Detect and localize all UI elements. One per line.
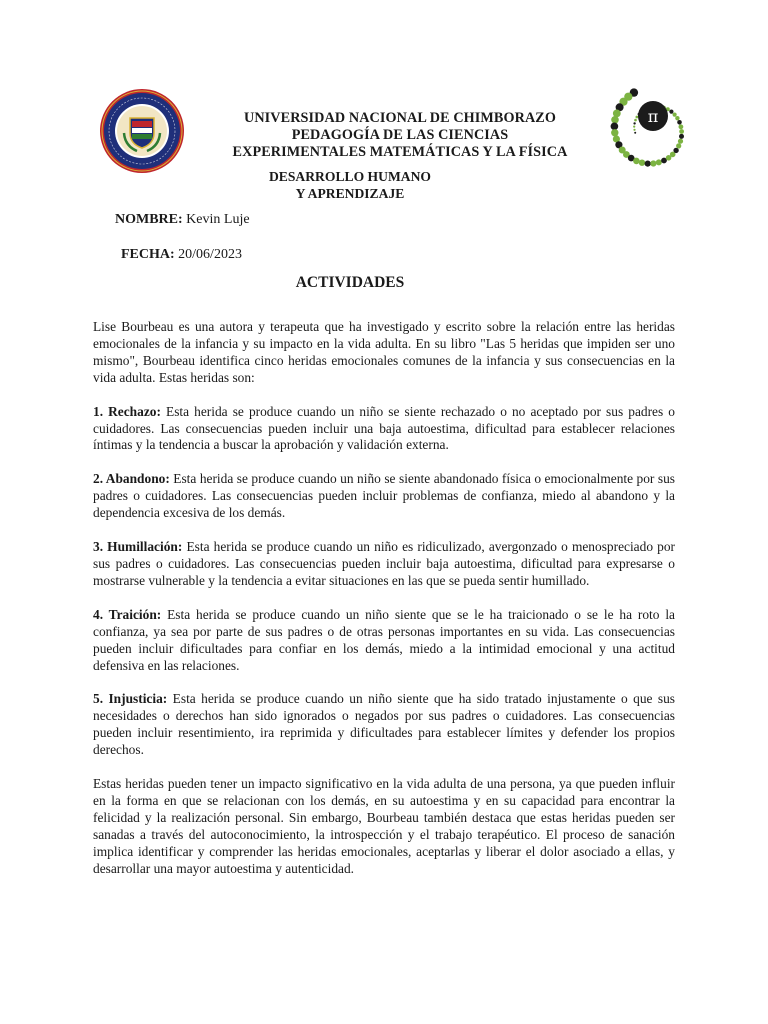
section-title: ACTIVIDADES [295,274,405,291]
spiral-dot [639,160,645,166]
spiral-dot [633,158,640,165]
wound-paragraph [93,607,675,675]
spiral-dot [634,119,637,122]
course-line-1: DESARROLLO HUMANO [268,169,431,184]
spiral-dot [650,160,656,166]
spiral-dot [669,110,673,114]
course-line-2: Y APRENDIZAJE [295,185,405,201]
spiral-dot [673,148,678,153]
spiral-dot [656,159,662,165]
date-field [121,247,242,263]
name-label: NOMBRE: [115,212,183,227]
wound-title: 2. Abandono: [93,471,170,487]
conclusion-paragraph: Estas heridas pueden tener un impacto significativo en la vida adulta de una persona, ya que pueden influir en la forma en que se relacionan con los demás, en su autoestima y en su capacidad para encontrar la felicidad y la realización personal. Sin embargo, Bourbeau también destaca que estas heridas pueden ser sanadas a través del autoconocimiento, la introspección y el trabajo terapéutico. El proceso de sanación implica identificar y comprender las heridas emocionales, aceptarlas y liberar el dolor asociado a ellas, y desarrollar una mayor autoestima y autenticidad. [93,776,675,876]
wound-paragraph [93,471,675,522]
date-label: FECHA: [121,247,175,262]
spiral-dot [636,116,639,119]
wound-title: 1. Rechazo: [93,403,161,419]
wound-paragraph [93,404,675,455]
wound-text: Esta herida se produce cuando un niño siente que ha sido tratado injustamente o que sus necesidades o derechos han sido ignorados o negados por sus padres o cuidadores. Las consecuencias pueden incluir resentimiento, ira reprimida y dificultades para establecer límites y defender los propios derechos. [93,691,675,758]
university-name: UNIVERSIDAD NACIONAL DE CHIMBORAZO [243,110,556,126]
spiral-dot [675,116,679,120]
faculty-line-2: EXPERIMENTALES MATEMÁTICAS Y LA FÍSICA [232,144,568,160]
spiral-dot [676,143,681,148]
wound-title: 3. Humillación: [93,539,183,555]
date-value: 20/06/2023 [174,247,242,262]
spiral-dot [678,139,683,144]
spiral-dot [633,122,635,124]
spiral-dot [673,113,677,117]
wound-text: Esta herida se produce cuando un niño siente que se le ha traicionado o se le ha roto la confianza, ya sea por parte de sus padres o de otras personas importantes en su vida. Las consecuencias pueden incluir dificultades para confiar en los demás, miedo a la intimidad emocional y una actitud defensiva en las relaciones. [93,606,675,673]
spiral-dot [611,129,618,136]
spiral-dot [677,120,682,125]
faculty-line-1: PEDAGOGÍA DE LAS CIENCIAS [291,127,509,143]
spiral-dot [611,116,619,124]
spiral-dot [611,123,619,131]
name-value: Kevin Luje [182,212,250,227]
spiral-dot [679,124,684,129]
spiral-dot [645,161,651,167]
wound-paragraph [93,539,675,590]
wound-text: Esta herida se produce cuando un niño es ridiculizado, avergonzado o menospreciado por sus padres o cuidadores. Las consecuencias pueden incluir baja autoestima, dificultad para expresarse o mostrarse vulnerable y la tendencia a evitar situaciones en las que se pueda sentir humillado. [93,539,675,588]
pi-symbol: π [647,107,659,126]
pi-spiral-logo-icon [600,84,696,180]
wound-text: Esta herida se produce cuando un niño se siente rechazado o no aceptado por sus padres o cuidadores. Las consecuencias pueden incluir una baja autoestima, dificultad para establecer relaciones íntimas y la tendencia a buscar la aprobación y validación externa. [93,403,675,453]
spiral-dot [634,132,636,134]
wound-title: 5. Injusticia: [93,691,168,707]
faculty-logo [600,84,696,180]
wound-title: 4. Traición: [93,606,162,622]
document-header [170,110,630,161]
wound-paragraph [93,691,675,759]
course-title [230,169,470,202]
name-field [115,212,250,228]
spiral-dot [679,129,684,134]
spiral-dot [679,134,684,139]
wound-text: Esta herida se produce cuando un niño se siente abandonado física o emocionalmente por sus padres o cuidadores. Las consecuencias pueden incluir problemas de confianza, miedo al abandono y la dependencia excesiva de los demás. [93,471,675,521]
spiral-dot [633,129,635,131]
document-body [93,319,675,894]
spiral-dot [633,126,635,128]
intro-paragraph: Lise Bourbeau es una autora y terapeuta que ha investigado y escrito sobre la relación entre las heridas emocionales de la infancia y su impacto en la vida adulta. En su libro "Las 5 heridas que impiden ser uno mismo", Bourbeau identifica cinco heridas emocionales comunes de la infancia y sus consecuencias en la vida adulta. Estas heridas son: [93,319,675,385]
